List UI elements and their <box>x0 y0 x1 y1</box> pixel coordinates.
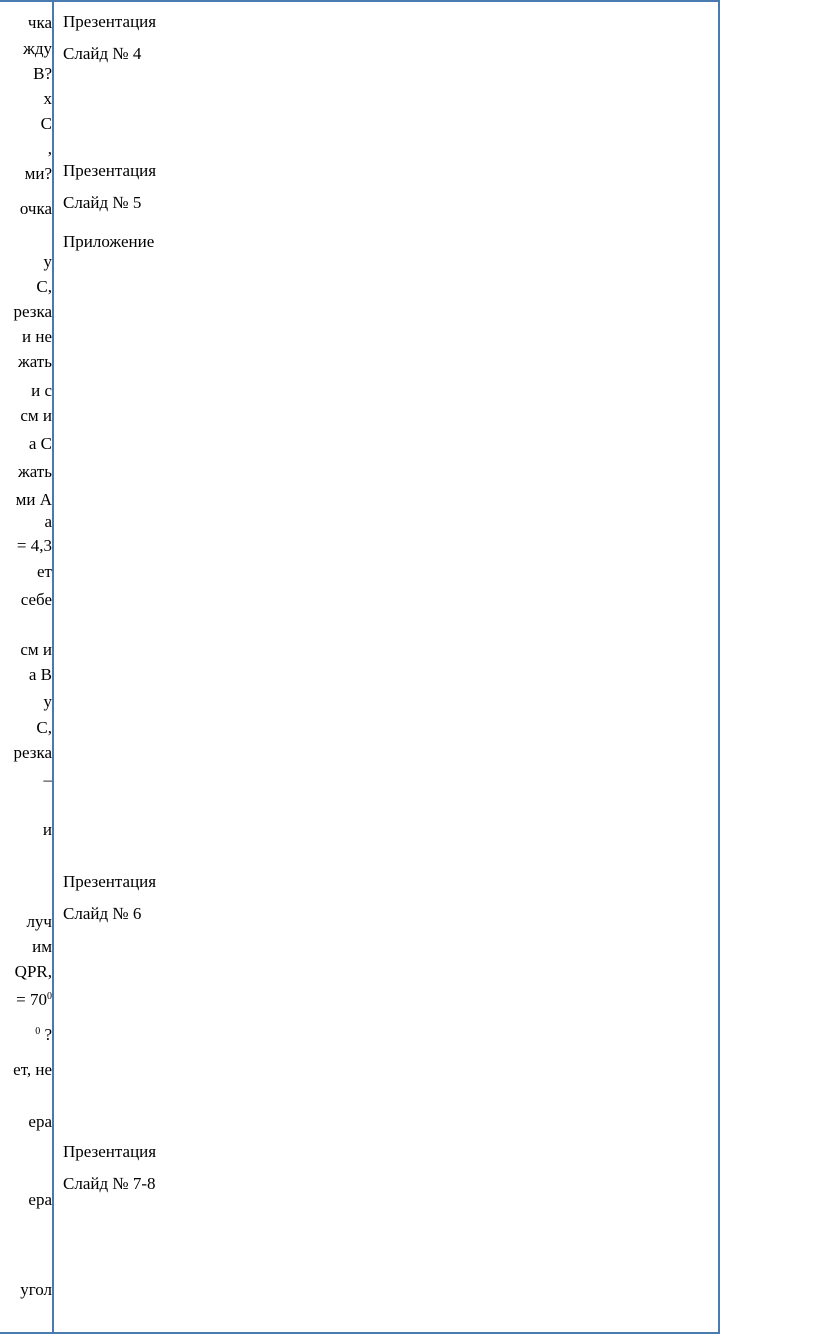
slide-number: Слайд № 4 <box>63 44 142 63</box>
text-fragment: см и <box>20 640 52 659</box>
text-fragment: чка <box>27 13 52 32</box>
text-fragment: = 70 <box>16 990 47 1009</box>
text-fragment: ми А <box>15 490 52 509</box>
text-fragment: и не <box>22 327 52 346</box>
column-divider <box>52 0 54 1334</box>
text-fragment: ера <box>28 1112 52 1131</box>
text-fragment: угол <box>20 1280 52 1299</box>
text-fragment <box>35 1025 52 1045</box>
text-fragment: , <box>47 139 52 158</box>
text-fragment: см и <box>20 406 52 425</box>
text-fragment: и с <box>31 381 52 400</box>
text-fragment: и <box>42 820 52 839</box>
text-fragment: QPR, <box>14 962 52 981</box>
text-fragment: С, <box>36 718 52 737</box>
text-fragment: ет, не <box>13 1060 52 1079</box>
presentation-label: Презентация <box>63 12 157 31</box>
text-fragment: резка <box>13 302 52 321</box>
presentation-label: Презентация <box>63 872 157 891</box>
text-fragment: С, <box>36 277 52 296</box>
text-fragment: себе <box>20 590 52 609</box>
slide-number: Слайд № 5 <box>63 193 142 212</box>
text-fragment <box>16 990 52 1010</box>
text-fragment: жду <box>23 39 52 58</box>
text-fragment: х <box>43 89 52 108</box>
text-fragment: жать <box>17 462 52 481</box>
presentation-label: Презентация <box>63 1142 157 1161</box>
text-fragment: им <box>32 937 52 956</box>
right-column <box>63 0 713 1334</box>
superscript: 0 <box>35 1026 41 1037</box>
text-fragment: а <box>44 512 52 531</box>
text-fragment: а С <box>28 434 52 453</box>
text-fragment: ми? <box>24 164 52 183</box>
text-fragment: жать <box>17 352 52 371</box>
text-fragment: С <box>40 114 52 133</box>
text-fragment: = 4,3 <box>16 536 52 555</box>
text-fragment: луч <box>26 912 52 931</box>
slide-number: Слайд № 7-8 <box>63 1174 156 1193</box>
text-fragment: у <box>43 252 52 271</box>
text-fragment: ера <box>28 1190 52 1209</box>
text-fragment: ет <box>37 562 52 581</box>
text-fragment: резка <box>13 743 52 762</box>
appendix-label: Приложение <box>63 232 155 251</box>
text-fragment: у <box>43 692 52 711</box>
presentation-label: Презентация <box>63 161 157 180</box>
text-fragment: очка <box>19 199 52 218</box>
left-column-cut-text <box>0 0 52 1334</box>
text-fragment: – <box>43 770 52 789</box>
slide-number: Слайд № 6 <box>63 904 142 923</box>
superscript: 0 <box>47 991 52 1002</box>
text-fragment: В? <box>33 64 52 83</box>
text-fragment: а В <box>28 665 52 684</box>
text-fragment: ? <box>44 1025 52 1044</box>
